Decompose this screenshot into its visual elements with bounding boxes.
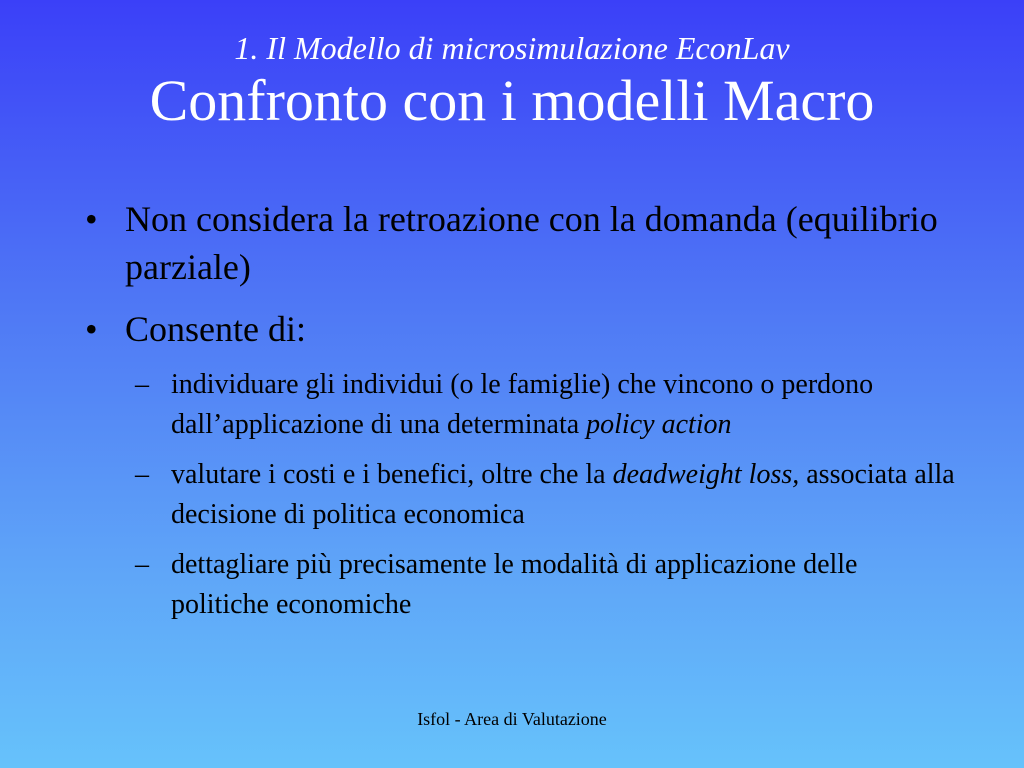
slide-title: Confronto con i modelli Macro [149, 68, 875, 133]
sub-bullet-marker: – [135, 549, 149, 580]
bullet-text: Consente di: [125, 309, 306, 349]
sub-bullet-italic-text: policy action [586, 409, 732, 440]
slide-footer: Isfol - Area di Valutazione [417, 709, 607, 729]
sub-bullet-list [80, 365, 960, 625]
bullet-text: Non considera la retroazione con la domanda (equilibrio parziale) [125, 199, 938, 287]
sub-bullet-item [80, 455, 960, 535]
sub-bullet-marker: – [135, 459, 149, 490]
sub-bullet-text: individuare gli individui (o le famiglie) che vincono o perdono dall’applicazione di una determinata [171, 369, 874, 440]
sub-bullet-italic-text: deadweight loss, [612, 459, 800, 490]
bullet-marker: • [85, 309, 98, 349]
bullet-item [80, 305, 960, 353]
sub-bullet-text-after: associata alla decisione di politica economica [171, 459, 955, 530]
sub-bullet-item [80, 365, 960, 445]
sub-bullet-item [80, 545, 960, 625]
slide-content [80, 195, 960, 635]
title-block [0, 28, 1024, 134]
sub-bullet-text: valutare i costi e i benefici, oltre che la [171, 459, 613, 490]
bullet-marker: • [85, 199, 98, 239]
sub-bullet-marker: – [135, 369, 149, 400]
sub-bullet-text: dettagliare più precisamente le modalità di applicazione delle politiche economiche [171, 549, 858, 620]
bullet-item [80, 195, 960, 291]
slide-subtitle: 1. Il Modello di microsimulazione EconLav [234, 30, 790, 66]
